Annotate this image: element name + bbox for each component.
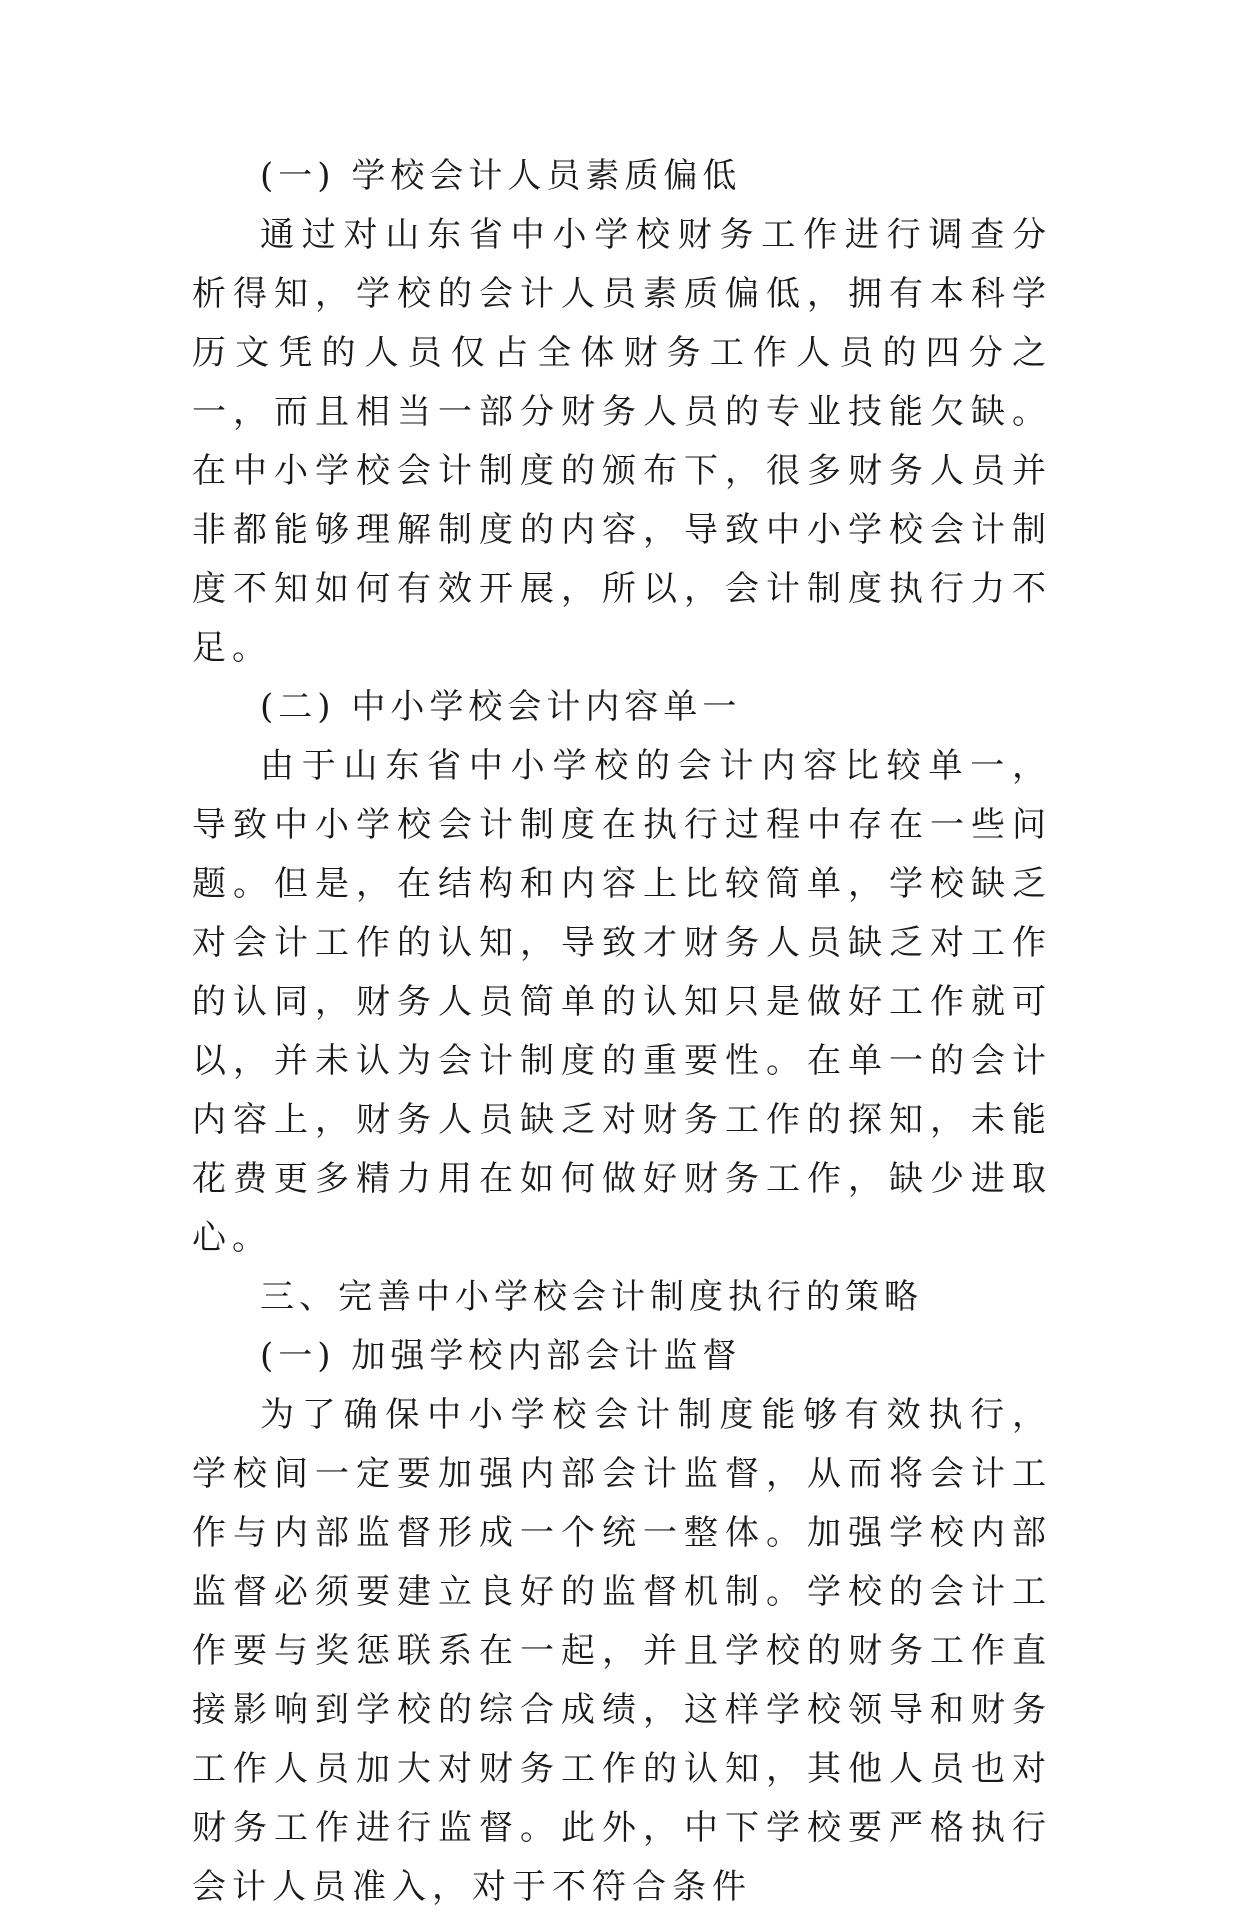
section-heading-3-1: (一) 加强学校内部会计监督 — [260, 1336, 742, 1376]
document-body — [192, 147, 1052, 1917]
paragraph-1: 通过对山东省中小学校财务工作进行调查分析得知，学校的会计人员素质偏低，拥有本科学历文凭的人员仅占全体财务工作人员的四分之一，而且相当一部分财务人员的专业技能欠缺。在中小学校会计制度的颁布下，很多财务人员并非都能够理解制度的内容，导致中小学校会计制度不知如何有效开展，所以，会计制度执行力不足。 — [192, 215, 1052, 668]
chapter-heading-3: 三、完善中小学校会计制度执行的策略 — [260, 1277, 923, 1317]
paragraph-2: 由于山东省中小学校的会计内容比较单一，导致中小学校会计制度在执行过程中存在一些问题。但是，在结构和内容上比较简单，学校缺乏对会计工作的认知，导致才财务人员缺乏对工作的认同，财务人员简单的认知只是做好工作就可以，并未认为会计制度的重要性。在单一的会计内容上，财务人员缺乏对财务工作的探知，未能花费更多精力用在如何做好财务工作，缺少进取心。 — [192, 746, 1052, 1258]
paragraph-3: 为了确保中小学校会计制度能够有效执行，学校间一定要加强内部会计监督，从而将会计工作与内部监督形成一个统一整体。加强学校内部监督必须要建立良好的监督机制。学校的会计工作要与奖惩联系在一起，并且学校的财务工作直接影响到学校的综合成绩，这样学校领导和财务工作人员加大对财务工作的认知，其他人员也对财务工作进行监督。此外，中下学校要严格执行会计人员准入，对于不符合条件 — [192, 1395, 1052, 1907]
section-heading-1-2: (二) 中小学校会计内容单一 — [260, 687, 742, 727]
section-heading-1-1: (一) 学校会计人员素质偏低 — [260, 156, 742, 196]
